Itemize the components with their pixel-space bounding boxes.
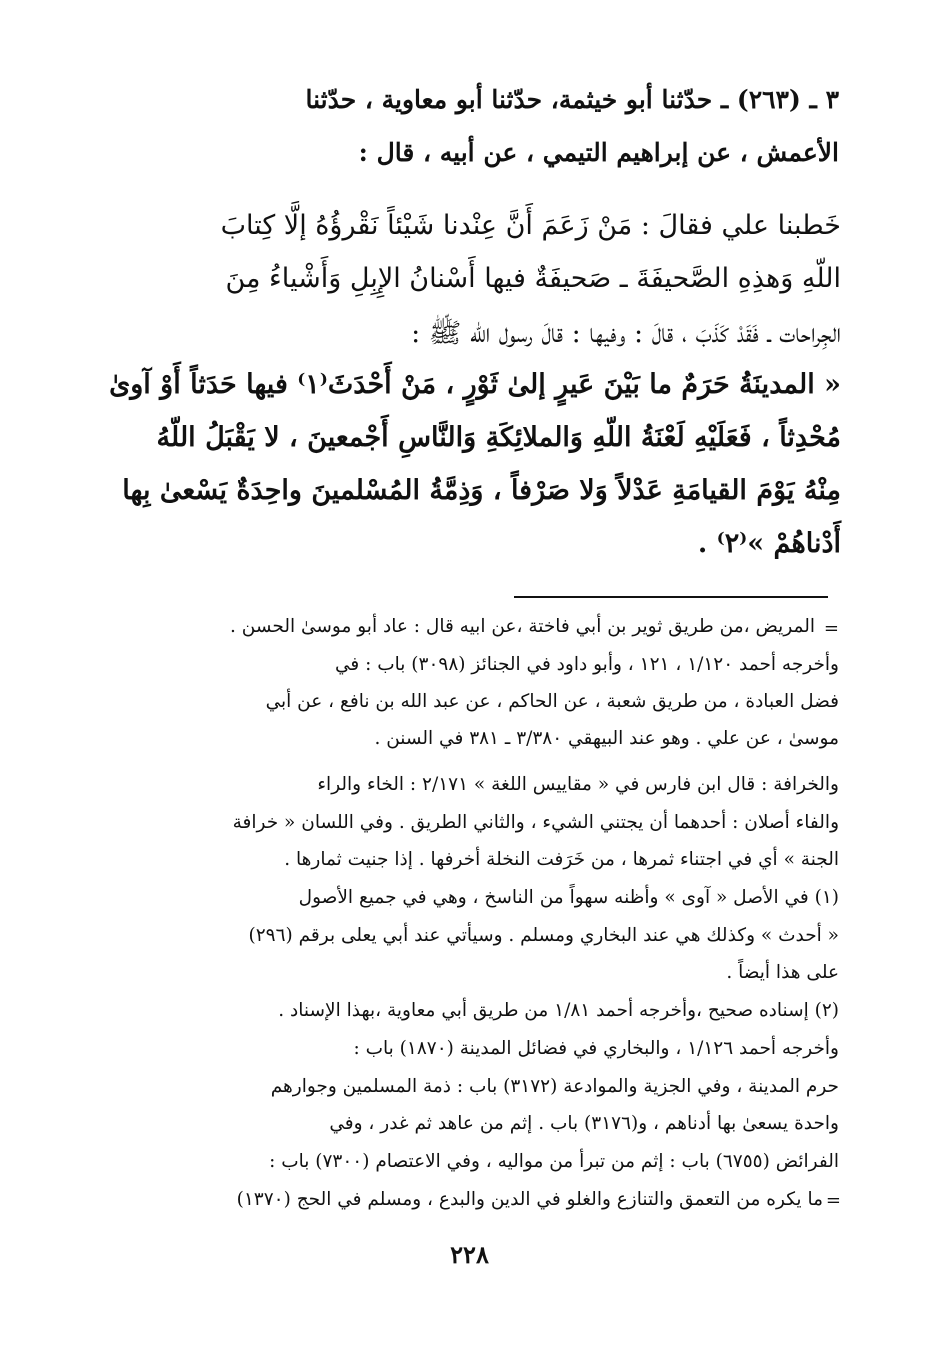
footnote-line-4: موسىٰ ، عن علي . وهو عند البيهقي ٣/٣٨٠ ـ ٣٨١ في السنن . [374,728,839,749]
footnote-1-line-2: « أحدث » وكذلك هي عند البخاري ومسلم . وسيأتي عند أبي يعلى برقم (٢٩٦) [248,925,839,946]
hadith-line-3: الجِراحات ـ فَقَدْ كَذَبَ ، قالَ : وفيها : قالَ رسول اللّه ﷺ : [411,318,841,349]
end-continuation-mark: = [825,1190,841,1211]
footnote-2-line-5: الفرائض (٦٧٥٥) باب : إثم من تبرأ من مواليه ، وفي الاعتصام (٧٣٠٠) باب : [269,1151,839,1172]
continuation-mark: = [823,618,839,639]
footnote-line-5: والخرافة : قال ابن فارس في « مقاييس اللغة » ٢/١٧١ : الخاء والراء [317,774,839,795]
footnote-2-line-3: حرم المدينة ، وفي الجزية والموادعة (٣١٧٢) باب : ذمة المسلمين وجوارهم [270,1076,839,1097]
footnote-line-7: الجنة » أي في اجتناء ثمرها ، من خَرَفت النخلة أخرفها . إذا جنيت ثمارها . [284,849,839,870]
footnote-line-1: المريض ،من طريق ثوير بن أبي فاختة ،عن ابيه قال : عاد أبو موسىٰ الحسن . [230,616,815,637]
footnote-line-3: فضل العبادة ، من طريق شعبة ، عن الحاكم ، عن عبد الله بن نافع ، عن أبي [265,691,839,712]
hadith-line-4: « المدينَةُ حَرَمٌ ما بَيْنَ عَيرٍ إلىٰ ثَوْرٍ ، مَنْ أَحْدَثَ⁽١⁾ فيها حَدَثاً أَوْ آوىٰ [109,369,841,400]
hadith-line-1: خَطبنا علي فقالَ : مَنْ زَعَمَ أَنَّ عِنْدنا شَيْئاً نَقْرؤُهُ إلَّا كِتابَ [220,210,841,241]
footnote-2-line-2: وأخرجه أحمد ١/١٢٦ ، والبخاري في فضائل المدينة (١٨٧٠) باب : [353,1038,839,1059]
footnote-1-line-1: (١) في الأصل « آوى » وأظنه سهواً من الناسخ ، وهي في جميع الأصول [298,887,839,908]
hadith-line-5: مُحْدِثاً ، فَعَلَيْهِ لَعْنَةُ اللّهِ وَالملائِكَةِ وَالنَّاسِ أَجْمعينَ ، لا يَقْبَلُ اللّهُ [156,422,841,453]
hadith-line-6: مِنْهُ يَوْمَ القيامَةِ عَدْلاً وَلا صَرْفاً ، وَذِمَّةُ المُسْلمينَ واحِدَةٌ يَسْعىٰ بِها [122,475,841,506]
footnote-separator [514,596,828,598]
footnote-2-line-6: ما يكره من التعمق والتنازع والغلو في الدين والبدع ، ومسلم في الحج (١٣٧٠) [236,1189,823,1210]
footnote-2-line-4: واحدة يسعىٰ بها أدناهم ، و(٣١٧٦) باب . إثم من عاهد ثم غدر ، وفي [329,1113,839,1134]
footnote-2-line-1: (٢) إسناده صحيح ،وأخرجه أحمد ١/٨١ من طريق أبي معاوية ،بهذا الإسناد . [278,1000,839,1021]
page-number: ٢٢٨ [450,1240,489,1269]
isnad-line-1: ٣ ـ (٢٦٣) ـ حدّثنا أبو خيثمة، حدّثنا أبو معاوية ، حدّثنا [305,85,839,114]
footnote-line-6: والفاء أصلان : أحدهما أن يجتني الشيء ، والثاني الطريق . وفي اللسان « خرافة [232,812,839,833]
hadith-line-2: اللّهِ وَهذِهِ الصَّحيفَةَ ـ صَحيفَةٌ فيها أَسْنانُ الإِبِلِ وَأَشْياءُ مِنَ [225,263,841,294]
footnote-1-line-3: على هذا أيضاً . [726,962,839,983]
isnad-line-2: الأعمش ، عن إبراهيم التيمي ، عن أبيه ، قال : [358,138,839,167]
hadith-line-7: أَدْناهُمْ »⁽٢⁾ . [697,528,841,559]
footnote-line-2: وأخرجه أحمد ١/١٢٠ ، ١٢١ ، وأبو داود في الجنائز (٣٠٩٨) باب : في [334,654,839,675]
